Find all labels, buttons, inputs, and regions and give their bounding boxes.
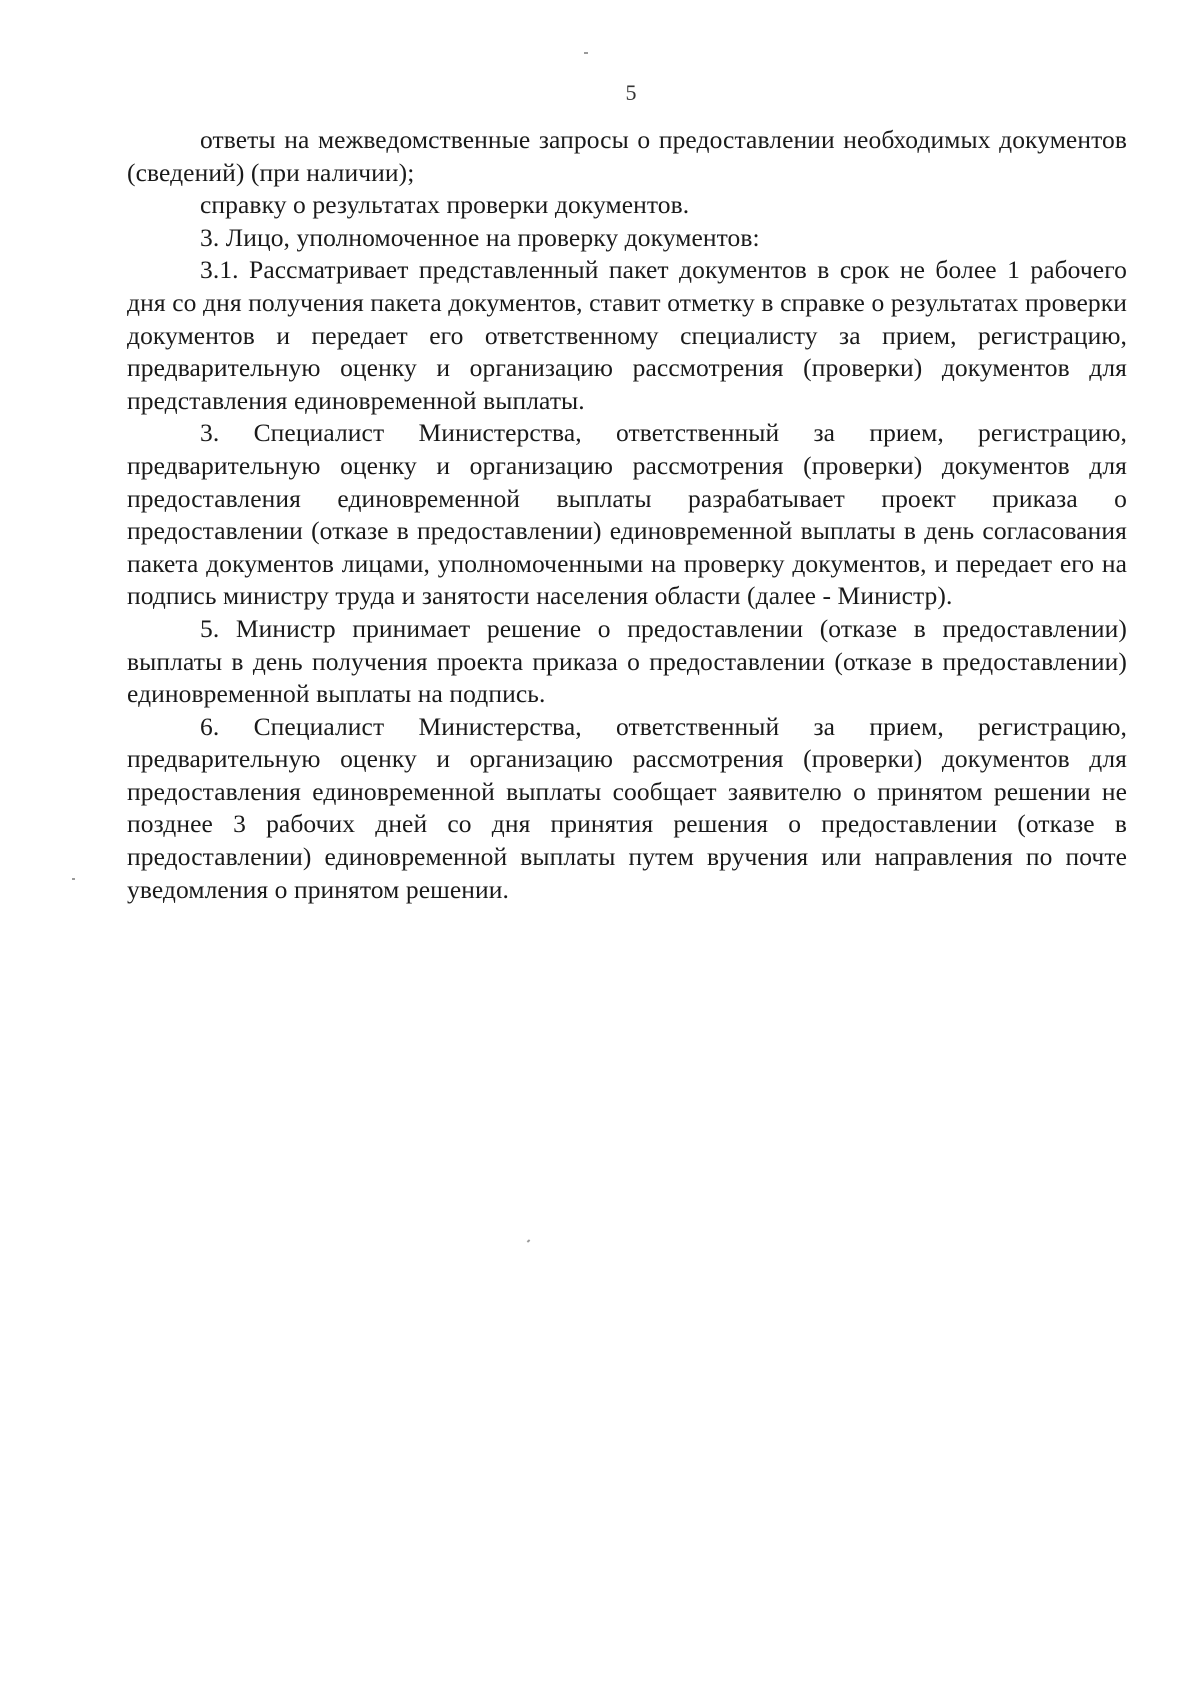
scan-speck xyxy=(527,1239,531,1242)
scan-speck xyxy=(72,878,75,880)
paragraph-clause-6: 6. Специалист Министерства, ответственный за прием, регистрацию, предварительную оценку и организацию рассмотрения (проверки) документов для предоставления единовременной выплаты сообщает заявителю о принятом решении не позднее 3 рабочих дней со дня принятия решения о предоставлении (отказе в предоставлении) единовременной выплаты путем вручения или направления по почте уведомления о принятом решении. xyxy=(127,711,1127,904)
scan-speck xyxy=(584,52,588,54)
paragraph-clause-5: 5. Министр принимает решение о предоставлении (отказе в предоставлении) выплаты в день получения проекта приказа о предоставлении (отказе в предоставлении) единовременной выплаты на подпись. xyxy=(127,613,1127,709)
paragraph-interagency-responses: ответы на межведомственные запросы о предоставлении необходимых документов (сведений) (при наличии); xyxy=(127,125,1127,187)
paragraph-clause-3: 3. Лицо, уполномоченное на проверку документов: xyxy=(200,222,760,252)
page-number: 5 xyxy=(625,80,637,105)
document-body xyxy=(127,124,1127,906)
paragraph-clause-3-specialist: 3. Специалист Министерства, ответственный за прием, регистрацию, предварительную оценку и организацию рассмотрения (проверки) документов для предоставления единовременной выплаты разрабатывает проект приказа о предоставлении (отказе в предоставлении) единовременной выплаты в день согласования пакета документов лицами, уполномоченными на проверку документов, и передает его на подпись министру труда и занятости населения области (далее - Министр). xyxy=(127,418,1127,611)
paragraph-verification-certificate: справку о результатах проверки документов. xyxy=(200,190,690,220)
paragraph-clause-3-1: 3.1. Рассматривает представленный пакет документов в срок не более 1 рабочего дня со дня получения пакета документов, ставит отметку в справке о результатах проверки документов и передает его ответственному специалисту за прием, регистрацию, предварительную оценку и организацию рассмотрения (проверки) документов для представления единовременной выплаты. xyxy=(127,255,1127,415)
